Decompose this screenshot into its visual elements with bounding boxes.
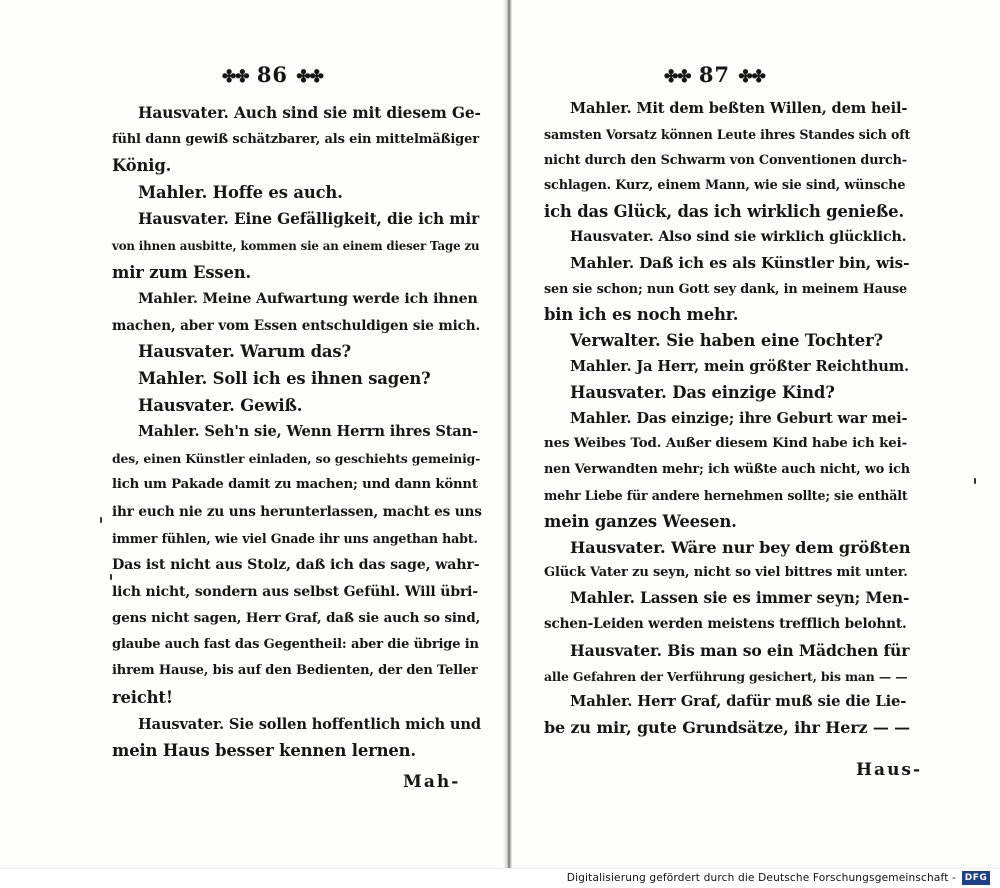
catchword: Haus-	[856, 760, 923, 780]
text-line: machen, aber vom Essen entschuldigen sie mich.	[112, 317, 481, 334]
text-line: Verwalter. Sie haben eine Tochter?	[570, 331, 884, 351]
left-page	[0, 0, 506, 868]
text-line: mir zum Essen.	[112, 262, 252, 282]
text-line: reicht!	[112, 688, 173, 708]
text-line: alle Gefahren der Verführung gesichert, bis man — —	[544, 668, 908, 684]
text-line: gens nicht sagen, Herr Graf, daß sie auch so sind,	[112, 610, 481, 627]
left-page-text	[112, 100, 482, 765]
text-line: Mahler. Lassen sie es immer seyn; Men-	[570, 589, 910, 608]
right-page-header	[664, 62, 765, 87]
text-line: lich nicht, sondern aus selbst Gefühl. Will übri-	[112, 583, 479, 600]
text-line: Hausvater. Wäre nur bey dem größten	[570, 537, 911, 557]
digitization-footer	[0, 868, 1000, 888]
text-line: be zu mir, gute Grundsätze, ihr Herz — —	[544, 718, 910, 738]
text-line: Hausvater. Auch sind sie mit diesem Ge-	[138, 104, 481, 122]
paper-speck	[110, 574, 112, 580]
ornament-icon: ✤✤	[664, 67, 691, 87]
text-line: schlagen. Kurz, einem Mann, wie sie sind, wünsche	[544, 178, 906, 194]
text-line: fühl dann gewiß schätzbarer, als ein mittelmäßiger	[112, 131, 479, 147]
text-line: schen-Leiden werden meistens trefflich belohnt.	[544, 615, 907, 632]
text-line: von ihnen ausbitte, kommen sie an einem dieser Tage zu	[112, 238, 480, 253]
ornament-icon: ✤✤	[222, 67, 249, 87]
text-line: Hausvater. Gewiß.	[138, 395, 303, 415]
text-line: König.	[112, 156, 172, 176]
text-line: nicht durch den Schwarm von Conventionen durch-	[544, 152, 907, 168]
text-line: lich um Pakade damit zu machen; und dann könnt	[112, 477, 478, 493]
dfg-logo: DFG	[962, 871, 990, 885]
text-line: Mahler. Mit dem beßten Willen, dem heil-	[570, 100, 908, 117]
footer-credit: Digitalisierung gefördert durch die Deutsche Forschungsgemeinschaft -	[566, 872, 956, 884]
text-line: ich das Glück, das ich wirklich genieße.	[544, 202, 905, 222]
text-line: Hausvater. Warum das?	[138, 342, 351, 362]
text-line: Mahler. Daß ich es als Künstler bin, wis-	[570, 253, 910, 272]
text-line: nen Verwandten mehr; ich wüßte auch nicht, wo ich	[544, 462, 910, 478]
page-number: 87	[698, 62, 731, 87]
text-line: ihr euch nie zu uns herunterlassen, macht es uns	[112, 503, 482, 520]
text-line: Hausvater. Sie sollen hoffentlich mich und	[138, 715, 481, 733]
text-line: Mahler. Ja Herr, mein größter Reichthum.	[570, 357, 909, 375]
text-line: Mahler. Meine Aufwartung werde ich ihnen	[138, 291, 478, 308]
left-page-header	[222, 62, 323, 87]
catchword: Mah-	[403, 772, 461, 792]
text-line: glaube auch fast das Gegentheil: aber die übrige in	[112, 636, 479, 652]
text-line: Hausvater. Bis man so ein Mädchen für	[570, 640, 910, 660]
right-page-text	[544, 96, 910, 741]
right-page	[512, 0, 1000, 868]
text-line: Hausvater. Also sind sie wirklich glücklich.	[570, 228, 907, 245]
text-line: Mahler. Seh'n sie, Wenn Herrn ihres Stan-	[138, 423, 478, 441]
text-line: Hausvater. Das einzige Kind?	[570, 382, 835, 402]
text-line: samsten Vorsatz können Leute ihres Standes sich oft	[544, 126, 911, 142]
text-line: des, einen Künstler einladen, so geschiehts gemeinig-	[112, 450, 481, 466]
text-line: immer fühlen, wie viel Gnade ihr uns angethan habt.	[112, 530, 478, 546]
text-line: Mahler. Das einzige; ihre Geburt war mei-	[570, 409, 908, 427]
text-line: mein ganzes Weesen.	[544, 511, 737, 531]
page-number: 86	[256, 62, 289, 87]
text-line: Mahler. Hoffe es auch.	[138, 182, 343, 202]
paper-speck	[100, 517, 102, 523]
text-line: Hausvater. Eine Gefälligkeit, die ich mir	[138, 210, 480, 229]
text-line: bin ich es noch mehr.	[544, 305, 739, 325]
text-line: nes Weibes Tod. Außer diesem Kind habe ich kei-	[544, 435, 908, 452]
text-line: sen sie schon; nun Gott sey dank, in meinem Hause	[544, 281, 908, 297]
ornament-icon: ✤✤	[296, 67, 323, 87]
text-line: Glück Vater zu seyn, nicht so viel bittres mit unter.	[544, 565, 908, 581]
paper-speck	[974, 478, 976, 484]
text-line: mein Haus besser kennen lernen.	[112, 741, 416, 761]
ornament-icon: ✤✤	[738, 67, 765, 87]
text-line: ihrem Hause, bis auf den Bedienten, der den Teller	[112, 663, 478, 679]
text-line: Mahler. Soll ich es ihnen sagen?	[138, 368, 431, 388]
text-line: mehr Liebe für andere hernehmen sollte; sie enthält	[544, 487, 908, 503]
text-line: Das ist nicht aus Stolz, daß ich das sage, wahr-	[112, 557, 480, 574]
text-line: Mahler. Herr Graf, dafür muß sie die Lie-	[570, 693, 907, 711]
